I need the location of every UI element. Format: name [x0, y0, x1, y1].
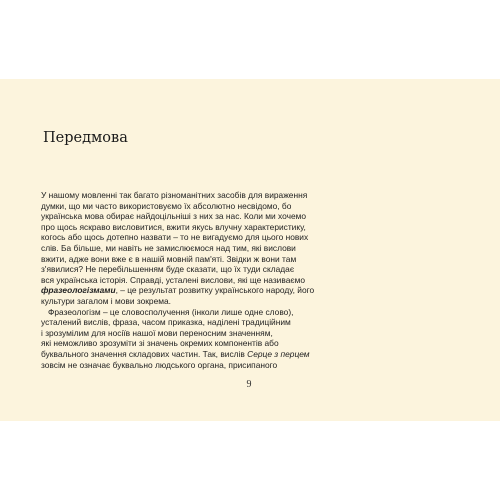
text-run: вжити, адже вони вже є в нашій мовній пам'яті. Звідки ж вони там [41, 253, 297, 264]
text-run: українська мова обирає найдоцільніші з них за нас. Коли ми хочемо [41, 211, 307, 222]
text-line [41, 348, 310, 360]
text-run: які неможливо зрозуміти зі значень окремих компонентів або [41, 338, 279, 349]
text-run: слів. Ба більше, ми навіть не замислюємося над тим, які вислови [41, 242, 296, 253]
text-line [41, 317, 291, 328]
text-run: зовсім не означає буквально людського органа, присипаного [41, 359, 278, 370]
text-line [41, 190, 308, 201]
text-run: з'явилися? Не перебільшенням буде сказати, що їх туди складає [41, 264, 295, 275]
text-line [41, 306, 294, 318]
text-run: буквального значення складових частин. Так, вислів [41, 348, 248, 359]
text-line [41, 201, 291, 212]
page-title: Передмова [43, 130, 128, 146]
text-run: усталений вислів, фраза, часом приказка, наділені традиційним [41, 317, 291, 328]
text-line [41, 253, 297, 265]
text-line [41, 264, 295, 275]
text-line [41, 296, 291, 307]
text-run: і зрозумілим для носіїв нашої мови переносним значенням, [41, 327, 273, 338]
term-emphasis: фразеологізмами [41, 285, 116, 296]
text-run: про щось яскраво висловитися, вжити якусь влучну характеристику, [41, 221, 306, 232]
text-run: вся українська історія. Справді, усталені вислови, які ще називаємо [41, 274, 306, 285]
text-line [41, 328, 291, 339]
text-run: когось або щось дотепно назвати – то не вигадуємо для цього нових [41, 232, 309, 243]
text-line [41, 221, 306, 233]
text-run: У нашому мовленні так багато різноманітних засобів для вираження [41, 190, 308, 200]
text-run: культури загалом і мови зокрема. [41, 295, 171, 306]
text-line [41, 338, 291, 349]
body-text [41, 190, 315, 370]
example-phrase: Серце з перцем [247, 348, 310, 359]
book-page [0, 79, 500, 421]
text-line [41, 211, 307, 222]
text-line [41, 360, 291, 371]
text-run: , – це результат розвитку українського народу, його [115, 285, 315, 296]
text-run: Фразеологізм – це словосполучення (інколи лише одне слово), [48, 306, 294, 317]
text-line [41, 285, 315, 296]
page-number: 9 [246, 379, 252, 390]
text-line [41, 274, 306, 286]
text-line [41, 242, 296, 254]
text-run: думки, що ми часто використовуємо їх абсолютно несвідомо, бо [41, 200, 292, 211]
text-line [41, 232, 309, 243]
